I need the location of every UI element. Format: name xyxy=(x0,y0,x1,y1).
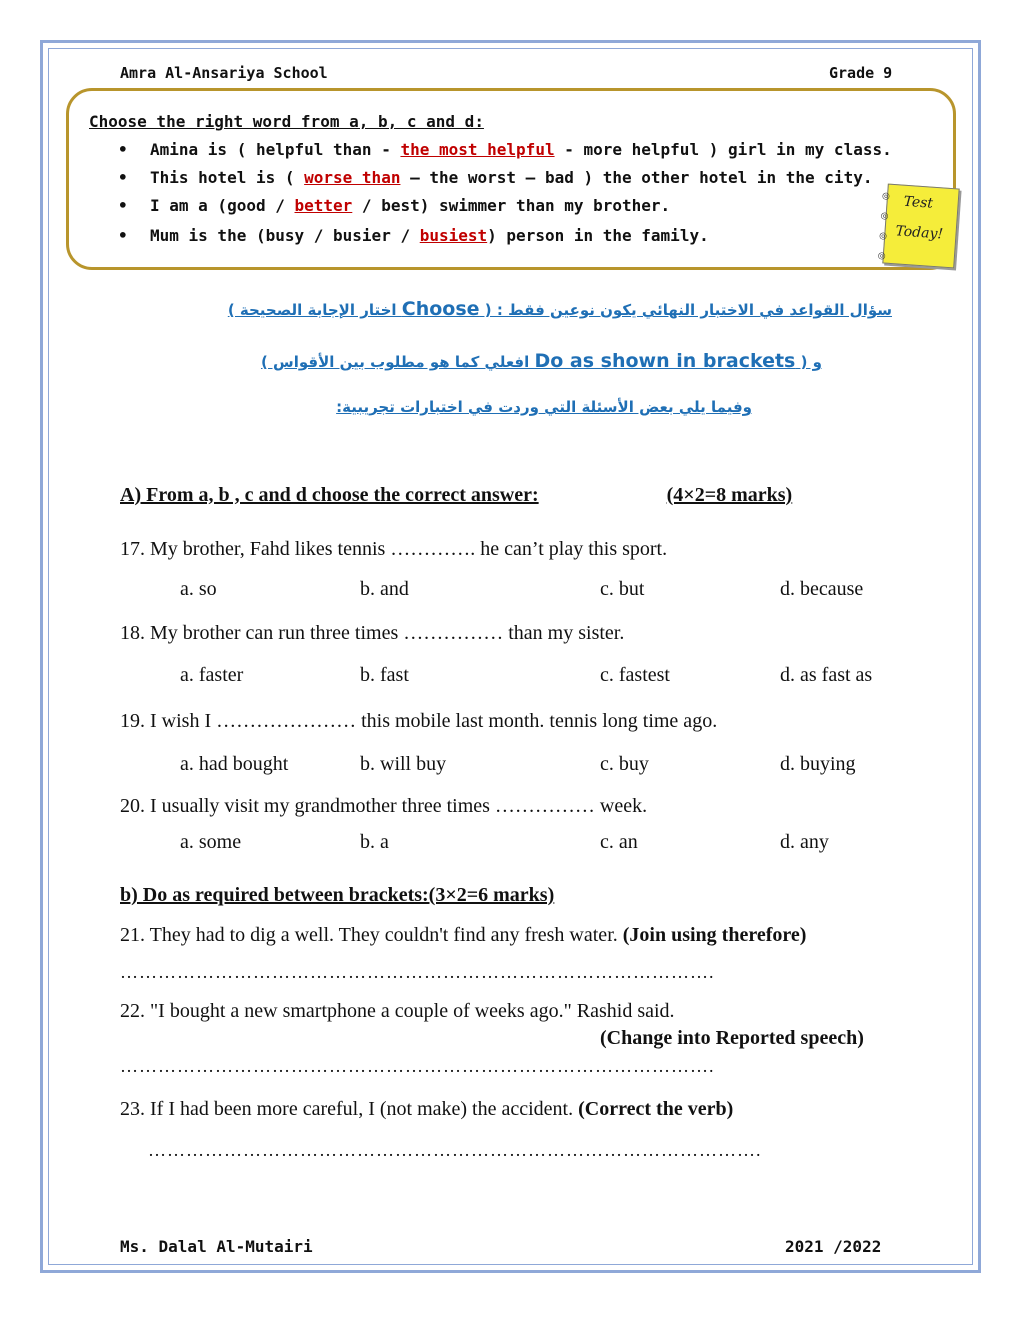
section-a-title: A) From a, b , c and d choose the correct answer: (4×2=8 marks) xyxy=(120,484,793,506)
question-20: 20. I usually visit my grandmother three times …………… week. xyxy=(120,795,648,817)
arabic-instruction-3: وفيما يلي بعض الأسئلة التي وردت في اختبارات تجريبية: xyxy=(336,398,752,416)
instruction: (Change into Reported speech) xyxy=(600,1027,864,1049)
answer-line[interactable]: …………………………………………………………………………………. xyxy=(120,1056,715,1076)
question-17: 17. My brother, Fahd likes tennis …………. he can’t play this sport. xyxy=(120,538,668,560)
bullet-icon: • xyxy=(118,226,128,245)
answer-highlight: the most helpful xyxy=(400,140,555,159)
question-21: 21. They had to dig a well. They couldn't find any fresh water. (Join using therefore) xyxy=(120,924,807,946)
school-name: Amra Al-Ansariya School xyxy=(120,64,328,82)
option[interactable]: d. any xyxy=(780,831,829,853)
grade-label: Grade 9 xyxy=(829,64,893,82)
bullet-icon: • xyxy=(118,196,128,215)
option[interactable]: a. so xyxy=(180,578,217,600)
answer-line[interactable]: …………………………………………………………………………………. xyxy=(120,962,715,982)
option[interactable]: b. fast xyxy=(360,664,409,686)
option[interactable]: c. an xyxy=(600,831,638,853)
instruction: (Join using therefore) xyxy=(622,924,807,946)
option[interactable]: a. some xyxy=(180,831,242,853)
arabic-instruction-2: و ( Do as shown in brackets افعلي كما هو مطلوب بين الأقواس ) xyxy=(260,350,822,372)
school-year: 2021 /2022 xyxy=(785,1237,882,1256)
box-item: • I am a (good / better / best) swimmer than my brother. xyxy=(118,196,671,215)
teacher-name: Ms. Dalal Al-Mutairi xyxy=(120,1237,313,1256)
box-item: • Mum is the (busy / busier / busiest) person in the family. xyxy=(118,226,709,245)
test-today-note-icon: ◎ ◎ ◎ ◎ Test Today! xyxy=(882,184,959,269)
box-title: Choose the right word from a, b, c and d: xyxy=(89,112,484,131)
box-item: • Amina is ( helpful than - the most helpful - more helpful ) girl in my class. xyxy=(118,140,892,159)
option[interactable]: c. fastest xyxy=(600,664,670,686)
bullet-icon: • xyxy=(118,140,128,159)
box-item: • This hotel is ( worse than – the worst – bad ) the other hotel in the city. xyxy=(118,168,873,187)
question-19: 19. I wish I ………………… this mobile last month. tennis long time ago. xyxy=(120,710,718,732)
option[interactable]: d. buying xyxy=(780,753,856,775)
answer-line[interactable]: ……………………………………………………………………………………. xyxy=(148,1140,762,1160)
bullet-icon: • xyxy=(118,168,128,187)
question-23: 23. If I had been more careful, I (not make) the accident. (Correct the verb) xyxy=(120,1098,734,1120)
option[interactable]: d. as fast as xyxy=(780,664,873,686)
question-22: 22. "I bought a new smartphone a couple of weeks ago." Rashid said. xyxy=(120,1000,675,1022)
instruction: (Correct the verb) xyxy=(578,1098,734,1120)
option[interactable]: c. but xyxy=(600,578,645,600)
option[interactable]: b. will buy xyxy=(360,753,447,775)
arabic-instruction-1: سؤال القواعد في الاختبار النهائي يكون نوعين فقط : ( Choose اختار الإجابة الصحيحة ) xyxy=(227,298,892,320)
answer-highlight: better xyxy=(294,196,353,215)
option[interactable]: a. had bought xyxy=(180,753,289,775)
option[interactable]: b. and xyxy=(360,578,409,600)
answer-highlight: busiest xyxy=(419,226,488,245)
option[interactable]: a. faster xyxy=(180,664,244,686)
option[interactable]: c. buy xyxy=(600,753,649,775)
option[interactable]: d. because xyxy=(780,578,864,600)
question-18: 18. My brother can run three times …………… than my sister. xyxy=(120,622,625,644)
option[interactable]: b. a xyxy=(360,831,389,853)
section-b-title: b) Do as required between brackets:(3×2=6 marks) xyxy=(120,884,555,906)
answer-highlight: worse than xyxy=(304,168,401,187)
